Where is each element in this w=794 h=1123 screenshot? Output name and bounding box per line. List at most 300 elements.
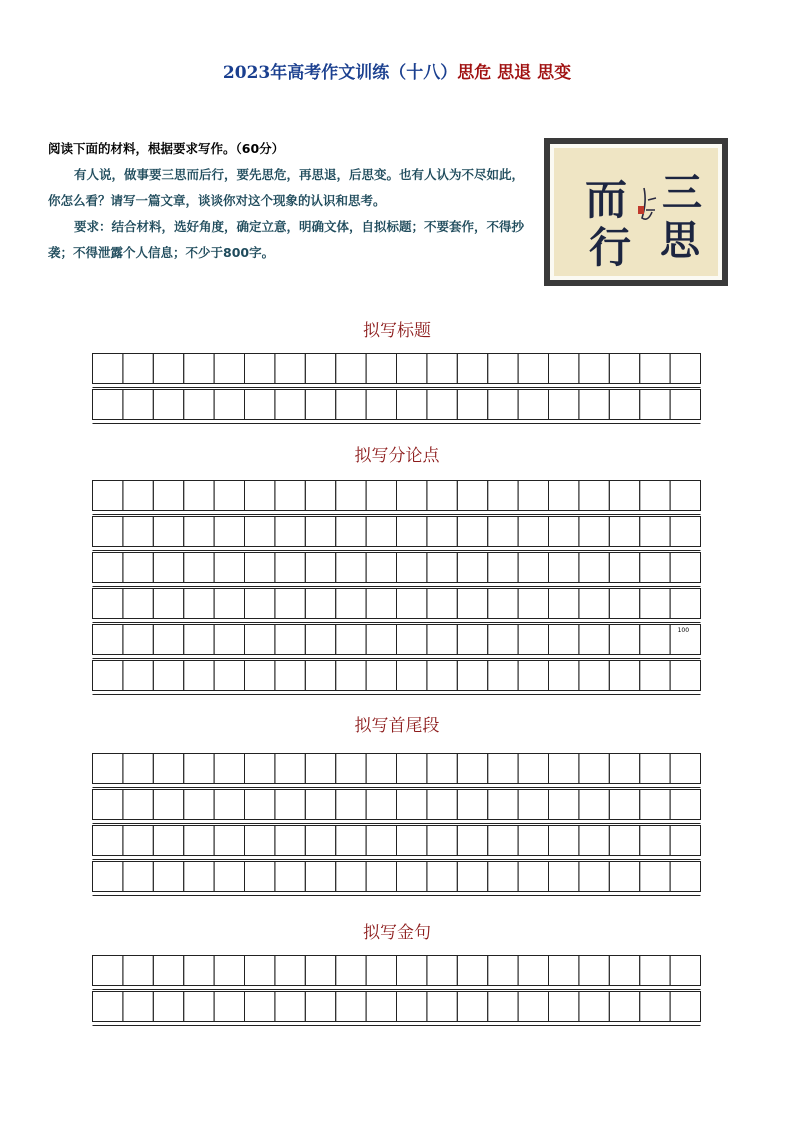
grid-cell[interactable] bbox=[549, 661, 579, 691]
grid-cell[interactable] bbox=[549, 754, 579, 784]
grid-cell[interactable] bbox=[427, 354, 457, 384]
grid-cell[interactable] bbox=[93, 553, 123, 583]
grid-cell[interactable] bbox=[366, 661, 396, 691]
grid-cell[interactable] bbox=[427, 826, 457, 856]
calligraphy-char-san: 三 bbox=[662, 169, 702, 216]
grid-cell[interactable] bbox=[245, 862, 275, 892]
grid-cell[interactable] bbox=[245, 390, 275, 420]
grid-cell[interactable] bbox=[579, 390, 609, 420]
grid-cell[interactable] bbox=[153, 956, 183, 986]
grid-cell[interactable] bbox=[488, 826, 518, 856]
grid-cell[interactable] bbox=[93, 390, 123, 420]
section-title: 拟写标题 bbox=[363, 321, 431, 341]
grid-cell[interactable] bbox=[336, 589, 366, 619]
grid-cell[interactable] bbox=[609, 754, 639, 784]
grid-cell[interactable] bbox=[305, 390, 335, 420]
grid-cell[interactable] bbox=[518, 992, 548, 1022]
signature-strokes bbox=[642, 188, 656, 219]
grid-cell[interactable] bbox=[397, 390, 427, 420]
grid-cell[interactable] bbox=[336, 992, 366, 1022]
grid-cell[interactable] bbox=[488, 661, 518, 691]
grid-cell[interactable] bbox=[93, 354, 123, 384]
grid-cell[interactable] bbox=[305, 862, 335, 892]
page-title bbox=[0, 58, 794, 83]
grid-cell[interactable] bbox=[397, 862, 427, 892]
grid-cell[interactable] bbox=[640, 992, 670, 1022]
grid-cell[interactable] bbox=[214, 862, 244, 892]
grid-cell[interactable] bbox=[427, 481, 457, 511]
grid-cell[interactable] bbox=[123, 625, 153, 655]
grid-cell[interactable] bbox=[184, 625, 214, 655]
grid-cell[interactable] bbox=[245, 589, 275, 619]
grid-cell[interactable] bbox=[609, 517, 639, 547]
grid-cell[interactable] bbox=[245, 661, 275, 691]
grid-cell[interactable] bbox=[609, 826, 639, 856]
grid-cell[interactable] bbox=[305, 625, 335, 655]
grid-cell[interactable] bbox=[123, 589, 153, 619]
grid-cell[interactable] bbox=[214, 481, 244, 511]
grid-cell[interactable] bbox=[336, 862, 366, 892]
grid-cell[interactable] bbox=[640, 625, 670, 655]
grid-cell[interactable] bbox=[153, 589, 183, 619]
grid-cell[interactable] bbox=[579, 754, 609, 784]
grid-cell[interactable] bbox=[670, 354, 700, 384]
grid-cell[interactable] bbox=[366, 517, 396, 547]
grid-cell[interactable] bbox=[427, 390, 457, 420]
grid-cell[interactable] bbox=[397, 956, 427, 986]
grid-cell[interactable] bbox=[245, 354, 275, 384]
grid-cell[interactable] bbox=[670, 862, 700, 892]
grid-cell[interactable] bbox=[184, 956, 214, 986]
grid-cell[interactable] bbox=[305, 517, 335, 547]
title-suffix: 思危 思退 思变 bbox=[457, 63, 572, 83]
grid-cell[interactable] bbox=[184, 790, 214, 820]
grid-cell[interactable] bbox=[245, 481, 275, 511]
grid-cell[interactable] bbox=[427, 625, 457, 655]
grid-cell[interactable] bbox=[579, 790, 609, 820]
grid-cell[interactable] bbox=[579, 517, 609, 547]
grid-cell[interactable] bbox=[275, 661, 305, 691]
grid-cell[interactable] bbox=[670, 754, 700, 784]
grid-cell[interactable] bbox=[397, 553, 427, 583]
grid-cell[interactable] bbox=[670, 390, 700, 420]
grid-cell[interactable] bbox=[488, 862, 518, 892]
grid-cell[interactable] bbox=[640, 589, 670, 619]
grid-cell[interactable] bbox=[518, 625, 548, 655]
grid-cell[interactable] bbox=[609, 661, 639, 691]
grid-cell[interactable] bbox=[640, 826, 670, 856]
grid-cell[interactable] bbox=[275, 826, 305, 856]
grid-cell[interactable] bbox=[366, 862, 396, 892]
grid-cell[interactable] bbox=[336, 354, 366, 384]
calligraphy-char-si: 思 bbox=[660, 217, 700, 264]
grid-cell[interactable] bbox=[457, 862, 487, 892]
grid-cell[interactable] bbox=[397, 826, 427, 856]
grid-cell[interactable] bbox=[640, 862, 670, 892]
grid-cell[interactable] bbox=[397, 992, 427, 1022]
grid-cell[interactable] bbox=[214, 354, 244, 384]
grid-cell[interactable] bbox=[153, 553, 183, 583]
grid-cell[interactable] bbox=[305, 354, 335, 384]
grid-cell[interactable] bbox=[93, 862, 123, 892]
essay-prompt bbox=[48, 136, 536, 266]
grid-cell[interactable] bbox=[214, 956, 244, 986]
grid-cell[interactable] bbox=[427, 790, 457, 820]
grid-cell[interactable] bbox=[518, 589, 548, 619]
grid-cell[interactable] bbox=[518, 790, 548, 820]
grid-cell[interactable] bbox=[488, 589, 518, 619]
grid-cell[interactable] bbox=[457, 517, 487, 547]
grid-cell[interactable] bbox=[275, 481, 305, 511]
grid-cell[interactable] bbox=[397, 625, 427, 655]
grid-cell[interactable] bbox=[427, 589, 457, 619]
grid-cell[interactable] bbox=[457, 826, 487, 856]
grid-cell[interactable] bbox=[670, 992, 700, 1022]
grid-cell[interactable] bbox=[427, 553, 457, 583]
grid-cell[interactable] bbox=[245, 517, 275, 547]
grid-cell[interactable] bbox=[427, 862, 457, 892]
grid-cell[interactable] bbox=[366, 589, 396, 619]
grid-cell[interactable] bbox=[245, 992, 275, 1022]
grid-cell[interactable] bbox=[579, 625, 609, 655]
grid-cell[interactable] bbox=[609, 992, 639, 1022]
grid-cell[interactable] bbox=[640, 956, 670, 986]
grid-cell[interactable] bbox=[275, 390, 305, 420]
grid-cell[interactable] bbox=[579, 862, 609, 892]
grid-cell[interactable] bbox=[609, 589, 639, 619]
grid-cell[interactable] bbox=[336, 481, 366, 511]
grid-cell[interactable] bbox=[670, 661, 700, 691]
grid-cell[interactable] bbox=[305, 661, 335, 691]
grid-cell[interactable] bbox=[93, 826, 123, 856]
grid-cell[interactable] bbox=[518, 481, 548, 511]
grid-cell[interactable] bbox=[153, 790, 183, 820]
grid-cell[interactable] bbox=[397, 517, 427, 547]
grid-cell[interactable] bbox=[488, 754, 518, 784]
grid-cell[interactable] bbox=[153, 481, 183, 511]
grid-cell[interactable] bbox=[640, 517, 670, 547]
grid-cell[interactable] bbox=[336, 754, 366, 784]
grid-cell[interactable] bbox=[609, 862, 639, 892]
grid-cell[interactable] bbox=[153, 862, 183, 892]
grid-cell[interactable] bbox=[609, 553, 639, 583]
grid-cell[interactable] bbox=[640, 354, 670, 384]
grid-cell[interactable] bbox=[123, 354, 153, 384]
grid-cell[interactable] bbox=[427, 992, 457, 1022]
grid-cell[interactable] bbox=[245, 956, 275, 986]
grid-cell[interactable] bbox=[123, 754, 153, 784]
grid-cell[interactable] bbox=[275, 517, 305, 547]
grid-cell[interactable] bbox=[518, 661, 548, 691]
grid-cell[interactable] bbox=[366, 754, 396, 784]
calligraphy-image bbox=[554, 148, 718, 276]
grid-cell[interactable] bbox=[153, 354, 183, 384]
grid-cell[interactable] bbox=[123, 390, 153, 420]
grid-cell[interactable] bbox=[366, 790, 396, 820]
grid-cell[interactable] bbox=[305, 481, 335, 511]
grid-cell[interactable] bbox=[275, 625, 305, 655]
grid-cell[interactable] bbox=[153, 390, 183, 420]
grid-cell[interactable] bbox=[275, 553, 305, 583]
grid-cell[interactable] bbox=[123, 956, 153, 986]
grid-cell[interactable] bbox=[640, 661, 670, 691]
grid-cell[interactable] bbox=[518, 553, 548, 583]
grid-cell[interactable] bbox=[184, 354, 214, 384]
grid-cell[interactable] bbox=[457, 754, 487, 784]
grid-cell[interactable] bbox=[609, 354, 639, 384]
grid-cell[interactable] bbox=[549, 992, 579, 1022]
grid-cell[interactable] bbox=[609, 956, 639, 986]
grid-cell[interactable] bbox=[184, 992, 214, 1022]
grid-cell[interactable] bbox=[549, 354, 579, 384]
prompt-requirements: 要求：结合材料，选好角度，确定立意，明确文体，自拟标题；不要套作，不得抄袭；不得泄露个人信息；不少于800字。 bbox=[48, 219, 525, 260]
grid-cell[interactable] bbox=[549, 553, 579, 583]
grid-cell[interactable] bbox=[670, 956, 700, 986]
grid-cell[interactable] bbox=[93, 790, 123, 820]
grid-cell[interactable] bbox=[305, 826, 335, 856]
grid-cell[interactable] bbox=[305, 956, 335, 986]
grid-cell[interactable] bbox=[123, 481, 153, 511]
calligraphy-char-er: 而 bbox=[584, 175, 628, 224]
grid-cell[interactable] bbox=[670, 790, 700, 820]
grid-cell[interactable] bbox=[153, 661, 183, 691]
grid-cell[interactable] bbox=[93, 517, 123, 547]
grid-cell[interactable] bbox=[275, 862, 305, 892]
grid-cell[interactable] bbox=[184, 862, 214, 892]
section-title: 拟写分论点 bbox=[354, 446, 440, 466]
grid-cell[interactable] bbox=[397, 661, 427, 691]
grid-cell[interactable] bbox=[336, 661, 366, 691]
grid-cell[interactable] bbox=[397, 754, 427, 784]
grid-cell[interactable] bbox=[214, 517, 244, 547]
grid-cell[interactable] bbox=[640, 390, 670, 420]
grid-cell[interactable] bbox=[457, 625, 487, 655]
grid-cell[interactable] bbox=[305, 589, 335, 619]
grid-cell[interactable] bbox=[518, 390, 548, 420]
grid-cell[interactable] bbox=[184, 481, 214, 511]
grid-cell[interactable] bbox=[457, 992, 487, 1022]
grid-cell[interactable] bbox=[670, 826, 700, 856]
grid-cell[interactable] bbox=[457, 354, 487, 384]
grid-cell[interactable] bbox=[214, 826, 244, 856]
grid-cell[interactable] bbox=[609, 790, 639, 820]
grid-cell[interactable] bbox=[549, 589, 579, 619]
grid-cell[interactable] bbox=[184, 517, 214, 547]
grid-cell[interactable] bbox=[549, 862, 579, 892]
grid-cell[interactable] bbox=[275, 354, 305, 384]
grid-cell[interactable] bbox=[457, 481, 487, 511]
writing-grid[interactable] bbox=[92, 480, 701, 698]
grid-cell[interactable] bbox=[549, 826, 579, 856]
grid-cell[interactable] bbox=[488, 390, 518, 420]
grid-cell[interactable] bbox=[305, 790, 335, 820]
grid-cell[interactable] bbox=[579, 956, 609, 986]
grid-cell[interactable] bbox=[153, 625, 183, 655]
grid-cell[interactable] bbox=[214, 661, 244, 691]
grid-cell[interactable] bbox=[214, 553, 244, 583]
grid-cell[interactable] bbox=[366, 390, 396, 420]
grid-cell[interactable] bbox=[366, 481, 396, 511]
grid-cell[interactable] bbox=[518, 354, 548, 384]
grid-cell[interactable] bbox=[549, 517, 579, 547]
grid-cell[interactable] bbox=[488, 517, 518, 547]
grid-cell[interactable] bbox=[184, 589, 214, 619]
grid-cell[interactable] bbox=[488, 625, 518, 655]
grid-cell[interactable] bbox=[457, 956, 487, 986]
grid-cell[interactable] bbox=[184, 826, 214, 856]
grid-cell[interactable] bbox=[245, 790, 275, 820]
grid-cell[interactable] bbox=[549, 625, 579, 655]
grid-cell[interactable] bbox=[670, 481, 700, 511]
grid-cell[interactable] bbox=[640, 790, 670, 820]
grid-cell[interactable] bbox=[457, 390, 487, 420]
grid-cell[interactable] bbox=[153, 826, 183, 856]
grid-cell[interactable] bbox=[93, 992, 123, 1022]
grid-cell[interactable] bbox=[366, 826, 396, 856]
grid-cell[interactable] bbox=[245, 625, 275, 655]
grid-cell[interactable] bbox=[93, 625, 123, 655]
calligraphy-artwork bbox=[544, 138, 728, 286]
grid-cell[interactable] bbox=[123, 517, 153, 547]
grid-cell[interactable] bbox=[397, 354, 427, 384]
grid-cell[interactable] bbox=[488, 790, 518, 820]
grid-cell[interactable] bbox=[153, 992, 183, 1022]
grid-cell[interactable] bbox=[488, 354, 518, 384]
grid-cell[interactable] bbox=[214, 390, 244, 420]
grid-cell[interactable] bbox=[123, 790, 153, 820]
grid-cell[interactable] bbox=[579, 553, 609, 583]
writing-grid[interactable] bbox=[92, 955, 701, 1029]
grid-cell[interactable] bbox=[366, 553, 396, 583]
grid-cell[interactable] bbox=[397, 790, 427, 820]
grid-cell[interactable] bbox=[93, 589, 123, 619]
grid-cell[interactable] bbox=[275, 992, 305, 1022]
grid-cell[interactable] bbox=[366, 625, 396, 655]
grid-cell[interactable] bbox=[184, 390, 214, 420]
calligraphy-char-xing: 行 bbox=[588, 223, 632, 272]
grid-cell[interactable] bbox=[336, 390, 366, 420]
grid-cell[interactable] bbox=[427, 661, 457, 691]
grid-cell[interactable] bbox=[153, 754, 183, 784]
grid-cell[interactable] bbox=[609, 625, 639, 655]
grid-cell[interactable] bbox=[518, 826, 548, 856]
grid-cell[interactable] bbox=[670, 589, 700, 619]
grid-cell[interactable] bbox=[275, 754, 305, 784]
grid-cell[interactable] bbox=[184, 661, 214, 691]
grid-cell[interactable] bbox=[397, 481, 427, 511]
grid-cell[interactable] bbox=[123, 992, 153, 1022]
grid-cell[interactable] bbox=[275, 589, 305, 619]
prompt-heading: 阅读下面的材料，根据要求写作。（60分） bbox=[48, 141, 285, 156]
grid-cell[interactable] bbox=[93, 661, 123, 691]
grid-cell[interactable] bbox=[488, 956, 518, 986]
grid-cell[interactable] bbox=[123, 826, 153, 856]
grid-cell[interactable] bbox=[549, 481, 579, 511]
grid-cell[interactable] bbox=[123, 553, 153, 583]
grid-cell[interactable] bbox=[579, 661, 609, 691]
grid-cell[interactable] bbox=[214, 625, 244, 655]
grid-cell[interactable] bbox=[518, 517, 548, 547]
grid-cell[interactable] bbox=[184, 754, 214, 784]
grid-cell[interactable] bbox=[245, 826, 275, 856]
grid-cell[interactable] bbox=[488, 553, 518, 583]
grid-cell[interactable] bbox=[427, 754, 457, 784]
grid-cell[interactable] bbox=[275, 956, 305, 986]
grid-cell[interactable] bbox=[366, 956, 396, 986]
writing-grid[interactable] bbox=[92, 353, 701, 427]
grid-cell[interactable] bbox=[579, 992, 609, 1022]
grid-cell[interactable] bbox=[518, 754, 548, 784]
grid-cell[interactable] bbox=[214, 992, 244, 1022]
grid-cell[interactable] bbox=[336, 625, 366, 655]
grid-cell[interactable] bbox=[245, 754, 275, 784]
word-count-marker: 100 bbox=[677, 627, 690, 634]
grid-cell[interactable] bbox=[518, 862, 548, 892]
grid-cell[interactable] bbox=[305, 992, 335, 1022]
grid-cell[interactable] bbox=[670, 517, 700, 547]
grid-cell[interactable] bbox=[366, 992, 396, 1022]
grid-cell[interactable] bbox=[305, 553, 335, 583]
grid-cell[interactable] bbox=[336, 553, 366, 583]
grid-cell[interactable] bbox=[579, 481, 609, 511]
grid-cell[interactable] bbox=[670, 553, 700, 583]
grid-cell[interactable] bbox=[640, 481, 670, 511]
grid-cell[interactable] bbox=[427, 956, 457, 986]
grid-cell[interactable] bbox=[640, 754, 670, 784]
grid-cell[interactable] bbox=[427, 517, 457, 547]
grid-cell[interactable] bbox=[640, 553, 670, 583]
grid-cell[interactable] bbox=[214, 589, 244, 619]
grid-cell[interactable] bbox=[123, 661, 153, 691]
grid-cell[interactable] bbox=[397, 589, 427, 619]
grid-cell[interactable] bbox=[275, 790, 305, 820]
grid-cell[interactable] bbox=[518, 956, 548, 986]
grid-cell[interactable] bbox=[457, 589, 487, 619]
grid-cell[interactable] bbox=[609, 390, 639, 420]
grid-cell[interactable] bbox=[305, 754, 335, 784]
grid-cell[interactable] bbox=[214, 754, 244, 784]
grid-cell[interactable] bbox=[579, 354, 609, 384]
grid-cell[interactable] bbox=[245, 553, 275, 583]
section-title: 拟写首尾段 bbox=[354, 716, 440, 736]
section-title: 拟写金句 bbox=[363, 923, 431, 943]
grid-cell[interactable] bbox=[336, 790, 366, 820]
grid-cell[interactable] bbox=[457, 790, 487, 820]
grid-cell[interactable] bbox=[336, 826, 366, 856]
grid-cell[interactable] bbox=[488, 481, 518, 511]
grid-cell[interactable] bbox=[549, 956, 579, 986]
grid-cell[interactable] bbox=[153, 517, 183, 547]
grid-cell[interactable] bbox=[549, 790, 579, 820]
grid-cell[interactable] bbox=[123, 862, 153, 892]
grid-cell[interactable] bbox=[457, 553, 487, 583]
grid-cell[interactable] bbox=[549, 390, 579, 420]
grid-cell[interactable] bbox=[488, 992, 518, 1022]
grid-cell[interactable] bbox=[579, 826, 609, 856]
grid-cell[interactable] bbox=[336, 956, 366, 986]
grid-cell[interactable] bbox=[93, 956, 123, 986]
grid-cell[interactable] bbox=[366, 354, 396, 384]
grid-cell[interactable] bbox=[609, 481, 639, 511]
grid-cell[interactable] bbox=[93, 754, 123, 784]
grid-cell[interactable] bbox=[457, 661, 487, 691]
writing-grid[interactable] bbox=[92, 753, 701, 899]
grid-cell[interactable] bbox=[579, 589, 609, 619]
grid-cell[interactable] bbox=[93, 481, 123, 511]
grid-cell[interactable] bbox=[336, 517, 366, 547]
grid-cell[interactable] bbox=[184, 553, 214, 583]
grid-cell[interactable] bbox=[214, 790, 244, 820]
